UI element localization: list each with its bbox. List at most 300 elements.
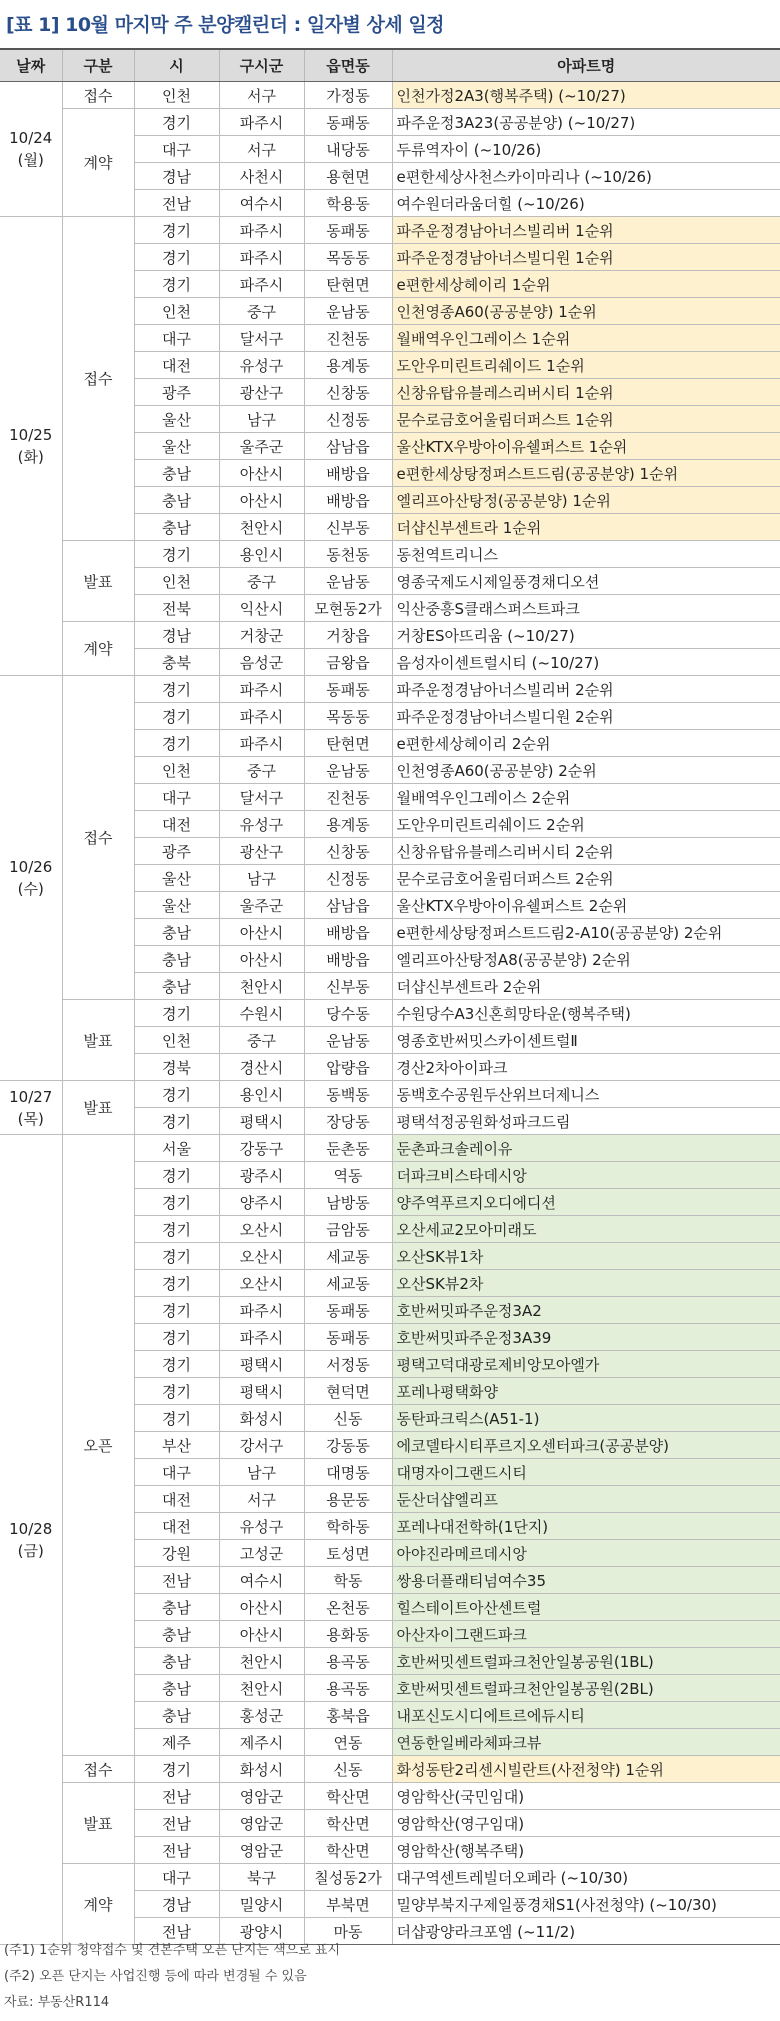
apartment-cell: 힐스테이트아산센트럴 [392,1594,780,1621]
city-cell: 제주 [134,1729,219,1756]
header-town: 읍면동 [304,49,392,82]
district-cell: 평택시 [219,1108,304,1135]
table-row [0,1000,780,1027]
city-cell: 충북 [134,649,219,676]
town-cell: 배방읍 [304,919,392,946]
table-body [0,82,780,1945]
city-cell: 부산 [134,1432,219,1459]
town-cell: 진천동 [304,325,392,352]
apartment-cell: 에코델타시티푸르지오센터파크(공공분양) [392,1432,780,1459]
town-cell: 탄현면 [304,730,392,757]
type-cell: 발표 [62,1081,134,1135]
district-cell: 음성군 [219,649,304,676]
district-cell: 용인시 [219,1081,304,1108]
apartment-cell: 파주운정경남아너스빌디원 1순위 [392,244,780,271]
apartment-cell: 더샵신부센트라 1순위 [392,514,780,541]
apartment-cell: 호반써밋파주운정3A2 [392,1297,780,1324]
source-note: 자료: 부동산R114 [4,1995,110,2010]
district-cell: 남구 [219,406,304,433]
town-cell: 금왕읍 [304,649,392,676]
apartment-cell: 월배역우인그레이스 2순위 [392,784,780,811]
town-cell: 신창동 [304,379,392,406]
apartment-cell: 호반써밋센트럴파크천안일봉공원(2BL) [392,1675,780,1702]
town-cell: 가정동 [304,82,392,109]
district-cell: 아산시 [219,487,304,514]
apartment-cell: 영암학산(국민임대) [392,1783,780,1810]
apartment-cell: 양주역푸르지오디에디션 [392,1189,780,1216]
district-cell: 익산시 [219,595,304,622]
city-cell: 인천 [134,568,219,595]
town-cell: 운남동 [304,1027,392,1054]
apartment-cell: 더샵신부센트라 2순위 [392,973,780,1000]
city-cell: 충남 [134,460,219,487]
date-weekday: (금) [17,1541,44,1560]
town-cell: 마동 [304,1918,392,1945]
city-cell: 대구 [134,1864,219,1891]
town-cell: 운남동 [304,568,392,595]
type-cell: 계약 [62,1864,134,1945]
city-cell: 인천 [134,1027,219,1054]
district-cell: 유성구 [219,1513,304,1540]
date-day: 10/27 [9,1087,53,1106]
city-cell: 광주 [134,838,219,865]
town-cell: 신동 [304,1405,392,1432]
apartment-cell: 영암학산(행복주택) [392,1837,780,1864]
district-cell: 화성시 [219,1405,304,1432]
town-cell: 학산면 [304,1810,392,1837]
city-cell: 충남 [134,1621,219,1648]
town-cell: 둔촌동 [304,1135,392,1162]
district-cell: 강서구 [219,1432,304,1459]
town-cell: 용계동 [304,352,392,379]
district-cell: 파주시 [219,109,304,136]
town-cell: 용현면 [304,163,392,190]
district-cell: 영암군 [219,1837,304,1864]
town-cell: 거창읍 [304,622,392,649]
table-row [0,541,780,568]
type-cell: 발표 [62,541,134,622]
type-cell: 접수 [62,676,134,1000]
district-cell: 아산시 [219,946,304,973]
apartment-cell: 신창유탑유블레스리버시티 1순위 [392,379,780,406]
district-cell: 오산시 [219,1216,304,1243]
date-weekday: (수) [17,880,44,898]
apartment-cell: 오산SK뷰2차 [392,1270,780,1297]
town-cell: 용문동 [304,1486,392,1513]
apartment-cell: 인천가정2A3(행복주택) (~10/27) [392,82,780,109]
apartment-cell: 영종국제도시제일풍경채디오션 [392,568,780,595]
district-cell: 아산시 [219,460,304,487]
apartment-cell: e편한세상탕정퍼스트드림(공공분양) 1순위 [392,460,780,487]
district-cell: 여수시 [219,190,304,217]
town-cell: 동백동 [304,1081,392,1108]
city-cell: 경기 [134,703,219,730]
district-cell: 광주시 [219,1162,304,1189]
district-cell: 거창군 [219,622,304,649]
district-cell: 유성구 [219,811,304,838]
apartment-cell: 화성동탄2리센시빌란트(사전청약) 1순위 [392,1756,780,1783]
town-cell: 현덕면 [304,1378,392,1405]
district-cell: 아산시 [219,1594,304,1621]
district-cell: 중구 [219,298,304,325]
district-cell: 수원시 [219,1000,304,1027]
city-cell: 대구 [134,1459,219,1486]
city-cell: 경기 [134,676,219,703]
town-cell: 신창동 [304,838,392,865]
city-cell: 대전 [134,352,219,379]
district-cell: 영암군 [219,1810,304,1837]
city-cell: 대전 [134,1513,219,1540]
district-cell: 제주시 [219,1729,304,1756]
type-cell: 계약 [62,622,134,676]
town-cell: 진천동 [304,784,392,811]
header-type: 구분 [62,49,134,82]
district-cell: 파주시 [219,730,304,757]
city-cell: 전남 [134,1810,219,1837]
district-cell: 경산시 [219,1054,304,1081]
district-cell: 용인시 [219,541,304,568]
apartment-cell: 울산KTX우방아이유쉘퍼스트 2순위 [392,892,780,919]
district-cell: 고성군 [219,1540,304,1567]
apartment-cell: 동백호수공원두산위브더제니스 [392,1081,780,1108]
town-cell: 용화동 [304,1621,392,1648]
town-cell: 목동동 [304,244,392,271]
apartment-cell: 동탄파크릭스(A51-1) [392,1405,780,1432]
city-cell: 인천 [134,82,219,109]
apartment-cell: 포레나평택화양 [392,1378,780,1405]
town-cell: 당수동 [304,1000,392,1027]
city-cell: 경기 [134,1378,219,1405]
district-cell: 사천시 [219,163,304,190]
table-row [0,1864,780,1891]
town-cell: 삼남읍 [304,433,392,460]
apartment-cell: 포레나대전학하(1단지) [392,1513,780,1540]
city-cell: 인천 [134,298,219,325]
table-row [0,109,780,136]
city-cell: 인천 [134,757,219,784]
district-cell: 아산시 [219,1621,304,1648]
city-cell: 전남 [134,1783,219,1810]
apartment-cell: 여수원더라움더힐 (~10/26) [392,190,780,217]
city-cell: 경기 [134,1297,219,1324]
city-cell: 충남 [134,946,219,973]
apartment-cell: 평택석정공원화성파크드림 [392,1108,780,1135]
town-cell: 칠성동2가 [304,1864,392,1891]
date-weekday: (목) [17,1109,44,1128]
apartment-cell: e편한세상헤이리 1순위 [392,271,780,298]
district-cell: 서구 [219,136,304,163]
city-cell: 충남 [134,514,219,541]
city-cell: 충남 [134,1648,219,1675]
city-cell: 대구 [134,136,219,163]
district-cell: 파주시 [219,676,304,703]
city-cell: 경기 [134,1405,219,1432]
district-cell: 화성시 [219,1756,304,1783]
city-cell: 경기 [134,109,219,136]
apartment-cell: 음성자이센트럴시티 (~10/27) [392,649,780,676]
date-day: 10/25 [9,426,53,444]
apartment-cell: e편한세상헤이리 2순위 [392,730,780,757]
apartment-cell: 문수로금호어울림더퍼스트 2순위 [392,865,780,892]
table-row [0,82,780,109]
apartment-cell: 연동한일베라체파크뷰 [392,1729,780,1756]
district-cell: 북구 [219,1864,304,1891]
district-cell: 남구 [219,865,304,892]
type-cell: 접수 [62,82,134,109]
town-cell: 배방읍 [304,487,392,514]
header-date: 날짜 [0,49,62,82]
apartment-cell: 대구역센트레빌더오페라 (~10/30) [392,1864,780,1891]
town-cell: 장당동 [304,1108,392,1135]
city-cell: 경기 [134,1162,219,1189]
town-cell: 학용동 [304,190,392,217]
district-cell: 서구 [219,82,304,109]
apartment-cell: 파주운정3A23(공공분양) (~10/27) [392,109,780,136]
date-cell [0,82,62,217]
footnote-2: (주2) 오픈 단지는 사업진행 등에 따라 변경될 수 있음 [4,1969,307,1984]
city-cell: 울산 [134,892,219,919]
city-cell: 경남 [134,163,219,190]
district-cell: 달서구 [219,325,304,352]
town-cell: 남방동 [304,1189,392,1216]
apartment-cell: 월배역우인그레이스 1순위 [392,325,780,352]
district-cell: 여수시 [219,1567,304,1594]
town-cell: 용곡동 [304,1675,392,1702]
apartment-cell: 동천역트리니스 [392,541,780,568]
town-cell: 연동 [304,1729,392,1756]
district-cell: 중구 [219,568,304,595]
town-cell: 학동 [304,1567,392,1594]
apartment-cell: 인천영종A60(공공분양) 1순위 [392,298,780,325]
apartment-cell: 평택고덕대광로제비앙모아엘가 [392,1351,780,1378]
city-cell: 경기 [134,1216,219,1243]
district-cell: 오산시 [219,1270,304,1297]
type-cell: 발표 [62,1000,134,1081]
date-weekday: (월) [17,151,44,169]
district-cell: 남구 [219,1459,304,1486]
city-cell: 서울 [134,1135,219,1162]
city-cell: 경기 [134,1081,219,1108]
district-cell: 울주군 [219,892,304,919]
type-cell: 오픈 [62,1135,134,1756]
apartment-cell: 아산자이그랜드파크 [392,1621,780,1648]
city-cell: 경기 [134,244,219,271]
town-cell: 학산면 [304,1783,392,1810]
apartment-cell: 둔촌파크솔레이유 [392,1135,780,1162]
district-cell: 아산시 [219,919,304,946]
date-day: 10/26 [9,858,53,876]
town-cell: 목동동 [304,703,392,730]
town-cell: 용곡동 [304,1648,392,1675]
district-cell: 중구 [219,757,304,784]
city-cell: 전남 [134,190,219,217]
district-cell: 평택시 [219,1378,304,1405]
date-cell [0,676,62,1081]
city-cell: 전남 [134,1918,219,1945]
type-cell: 접수 [62,217,134,541]
town-cell: 동패동 [304,217,392,244]
city-cell: 경남 [134,622,219,649]
apartment-cell: 밀양부북지구제일풍경채S1(사전청약) (~10/30) [392,1891,780,1918]
district-cell: 양주시 [219,1189,304,1216]
city-cell: 경북 [134,1054,219,1081]
table-row [0,676,780,703]
apartment-cell: 익산중흥S클래스퍼스트파크 [392,595,780,622]
city-cell: 경기 [134,1108,219,1135]
date-cell [0,217,62,676]
type-cell: 계약 [62,109,134,217]
apartment-cell: 파주운정경남아너스빌리버 2순위 [392,676,780,703]
city-cell: 충남 [134,1702,219,1729]
city-cell: 경기 [134,1243,219,1270]
town-cell: 홍북읍 [304,1702,392,1729]
table-title: [표 1] 10월 마지막 주 분양캘린더 : 일자별 상세 일정 [6,14,445,36]
town-cell: 동패동 [304,676,392,703]
town-cell: 운남동 [304,298,392,325]
district-cell: 오산시 [219,1243,304,1270]
city-cell: 대전 [134,811,219,838]
town-cell: 압량읍 [304,1054,392,1081]
district-cell: 밀양시 [219,1891,304,1918]
header-city: 시 [134,49,219,82]
apartment-cell: e편한세상탕정퍼스트드림2-A10(공공분양) 2순위 [392,919,780,946]
apartment-cell: 오산SK뷰1차 [392,1243,780,1270]
town-cell: 탄현면 [304,271,392,298]
city-cell: 충남 [134,1594,219,1621]
city-cell: 대구 [134,784,219,811]
city-cell: 경기 [134,541,219,568]
header-apartment: 아파트명 [392,49,780,82]
district-cell: 영암군 [219,1783,304,1810]
town-cell: 부북면 [304,1891,392,1918]
town-cell: 온천동 [304,1594,392,1621]
city-cell: 대전 [134,1486,219,1513]
city-cell: 충남 [134,1675,219,1702]
table-row [0,217,780,244]
town-cell: 학하동 [304,1513,392,1540]
apartment-cell: 오산세교2모아미래도 [392,1216,780,1243]
town-cell: 토성면 [304,1540,392,1567]
table-header-row [0,49,780,82]
town-cell: 신정동 [304,406,392,433]
table-row [0,1783,780,1810]
district-cell: 파주시 [219,703,304,730]
apartment-cell: 도안우미린트리쉐이드 2순위 [392,811,780,838]
city-cell: 울산 [134,433,219,460]
city-cell: 경남 [134,1891,219,1918]
city-cell: 경기 [134,271,219,298]
table-row [0,1081,780,1108]
table-row [0,622,780,649]
apartment-cell: 영종호반써밋스카이센트럴Ⅱ [392,1027,780,1054]
district-cell: 파주시 [219,217,304,244]
apartment-cell: 신창유탑유블레스리버시티 2순위 [392,838,780,865]
district-cell: 파주시 [219,1324,304,1351]
district-cell: 강동구 [219,1135,304,1162]
district-cell: 울주군 [219,433,304,460]
city-cell: 전북 [134,595,219,622]
town-cell: 동패동 [304,1324,392,1351]
district-cell: 홍성군 [219,1702,304,1729]
town-cell: 동천동 [304,541,392,568]
table-row [0,1135,780,1162]
city-cell: 경기 [134,1324,219,1351]
apartment-cell: 경산2차아이파크 [392,1054,780,1081]
table-row [0,1756,780,1783]
town-cell: 배방읍 [304,946,392,973]
district-cell: 파주시 [219,1297,304,1324]
district-cell: 파주시 [219,244,304,271]
city-cell: 충남 [134,487,219,514]
type-cell: 접수 [62,1756,134,1783]
city-cell: 경기 [134,217,219,244]
city-cell: 경기 [134,1756,219,1783]
date-day: 10/28 [9,1519,53,1538]
town-cell: 모현동2가 [304,595,392,622]
apartment-cell: 문수로금호어울림더퍼스트 1순위 [392,406,780,433]
town-cell: 대명동 [304,1459,392,1486]
city-cell: 경기 [134,730,219,757]
district-cell: 파주시 [219,271,304,298]
apartment-cell: 엘리프아산탕정(공공분양) 1순위 [392,487,780,514]
date-cell [0,1135,62,1945]
district-cell: 천안시 [219,1648,304,1675]
district-cell: 유성구 [219,352,304,379]
city-cell: 충남 [134,973,219,1000]
apartment-cell: 대명자이그랜드시티 [392,1459,780,1486]
city-cell: 충남 [134,919,219,946]
town-cell: 금암동 [304,1216,392,1243]
apartment-cell: 거창ES아뜨리움 (~10/27) [392,622,780,649]
apartment-cell: 더파크비스타데시앙 [392,1162,780,1189]
city-cell: 전남 [134,1567,219,1594]
apartment-cell: 호반써밋파주운정3A39 [392,1324,780,1351]
district-cell: 광산구 [219,379,304,406]
apartment-cell: 내포신도시디에트르에듀시티 [392,1702,780,1729]
town-cell: 세교동 [304,1243,392,1270]
town-cell: 운남동 [304,757,392,784]
apartment-cell: 파주운정경남아너스빌디원 2순위 [392,703,780,730]
town-cell: 배방읍 [304,460,392,487]
town-cell: 세교동 [304,1270,392,1297]
town-cell: 삼남읍 [304,892,392,919]
town-cell: 신부동 [304,973,392,1000]
town-cell: 동패동 [304,109,392,136]
schedule-table [0,48,780,1945]
apartment-cell: 인천영종A60(공공분양) 2순위 [392,757,780,784]
footnote-1: (주1) 1순위 청약접수 및 견본주택 오픈 단지는 색으로 표시 [4,1943,341,1958]
type-cell: 발표 [62,1783,134,1864]
city-cell: 울산 [134,865,219,892]
city-cell: 경기 [134,1189,219,1216]
town-cell: 서정동 [304,1351,392,1378]
apartment-cell: e편한세상사천스카이마리나 (~10/26) [392,163,780,190]
town-cell: 역동 [304,1162,392,1189]
apartment-cell: 도안우미린트리쉐이드 1순위 [392,352,780,379]
apartment-cell: 더샵광양라크포엠 (~11/2) [392,1918,780,1945]
town-cell: 용계동 [304,811,392,838]
town-cell: 신정동 [304,865,392,892]
district-cell: 중구 [219,1027,304,1054]
town-cell: 내당동 [304,136,392,163]
apartment-cell: 영암학산(영구임대) [392,1810,780,1837]
district-cell: 천안시 [219,973,304,1000]
apartment-cell: 파주운정경남아너스빌리버 1순위 [392,217,780,244]
footnotes [4,1938,340,2016]
city-cell: 대구 [134,325,219,352]
apartment-cell: 아야진라메르데시앙 [392,1540,780,1567]
town-cell: 신부동 [304,514,392,541]
